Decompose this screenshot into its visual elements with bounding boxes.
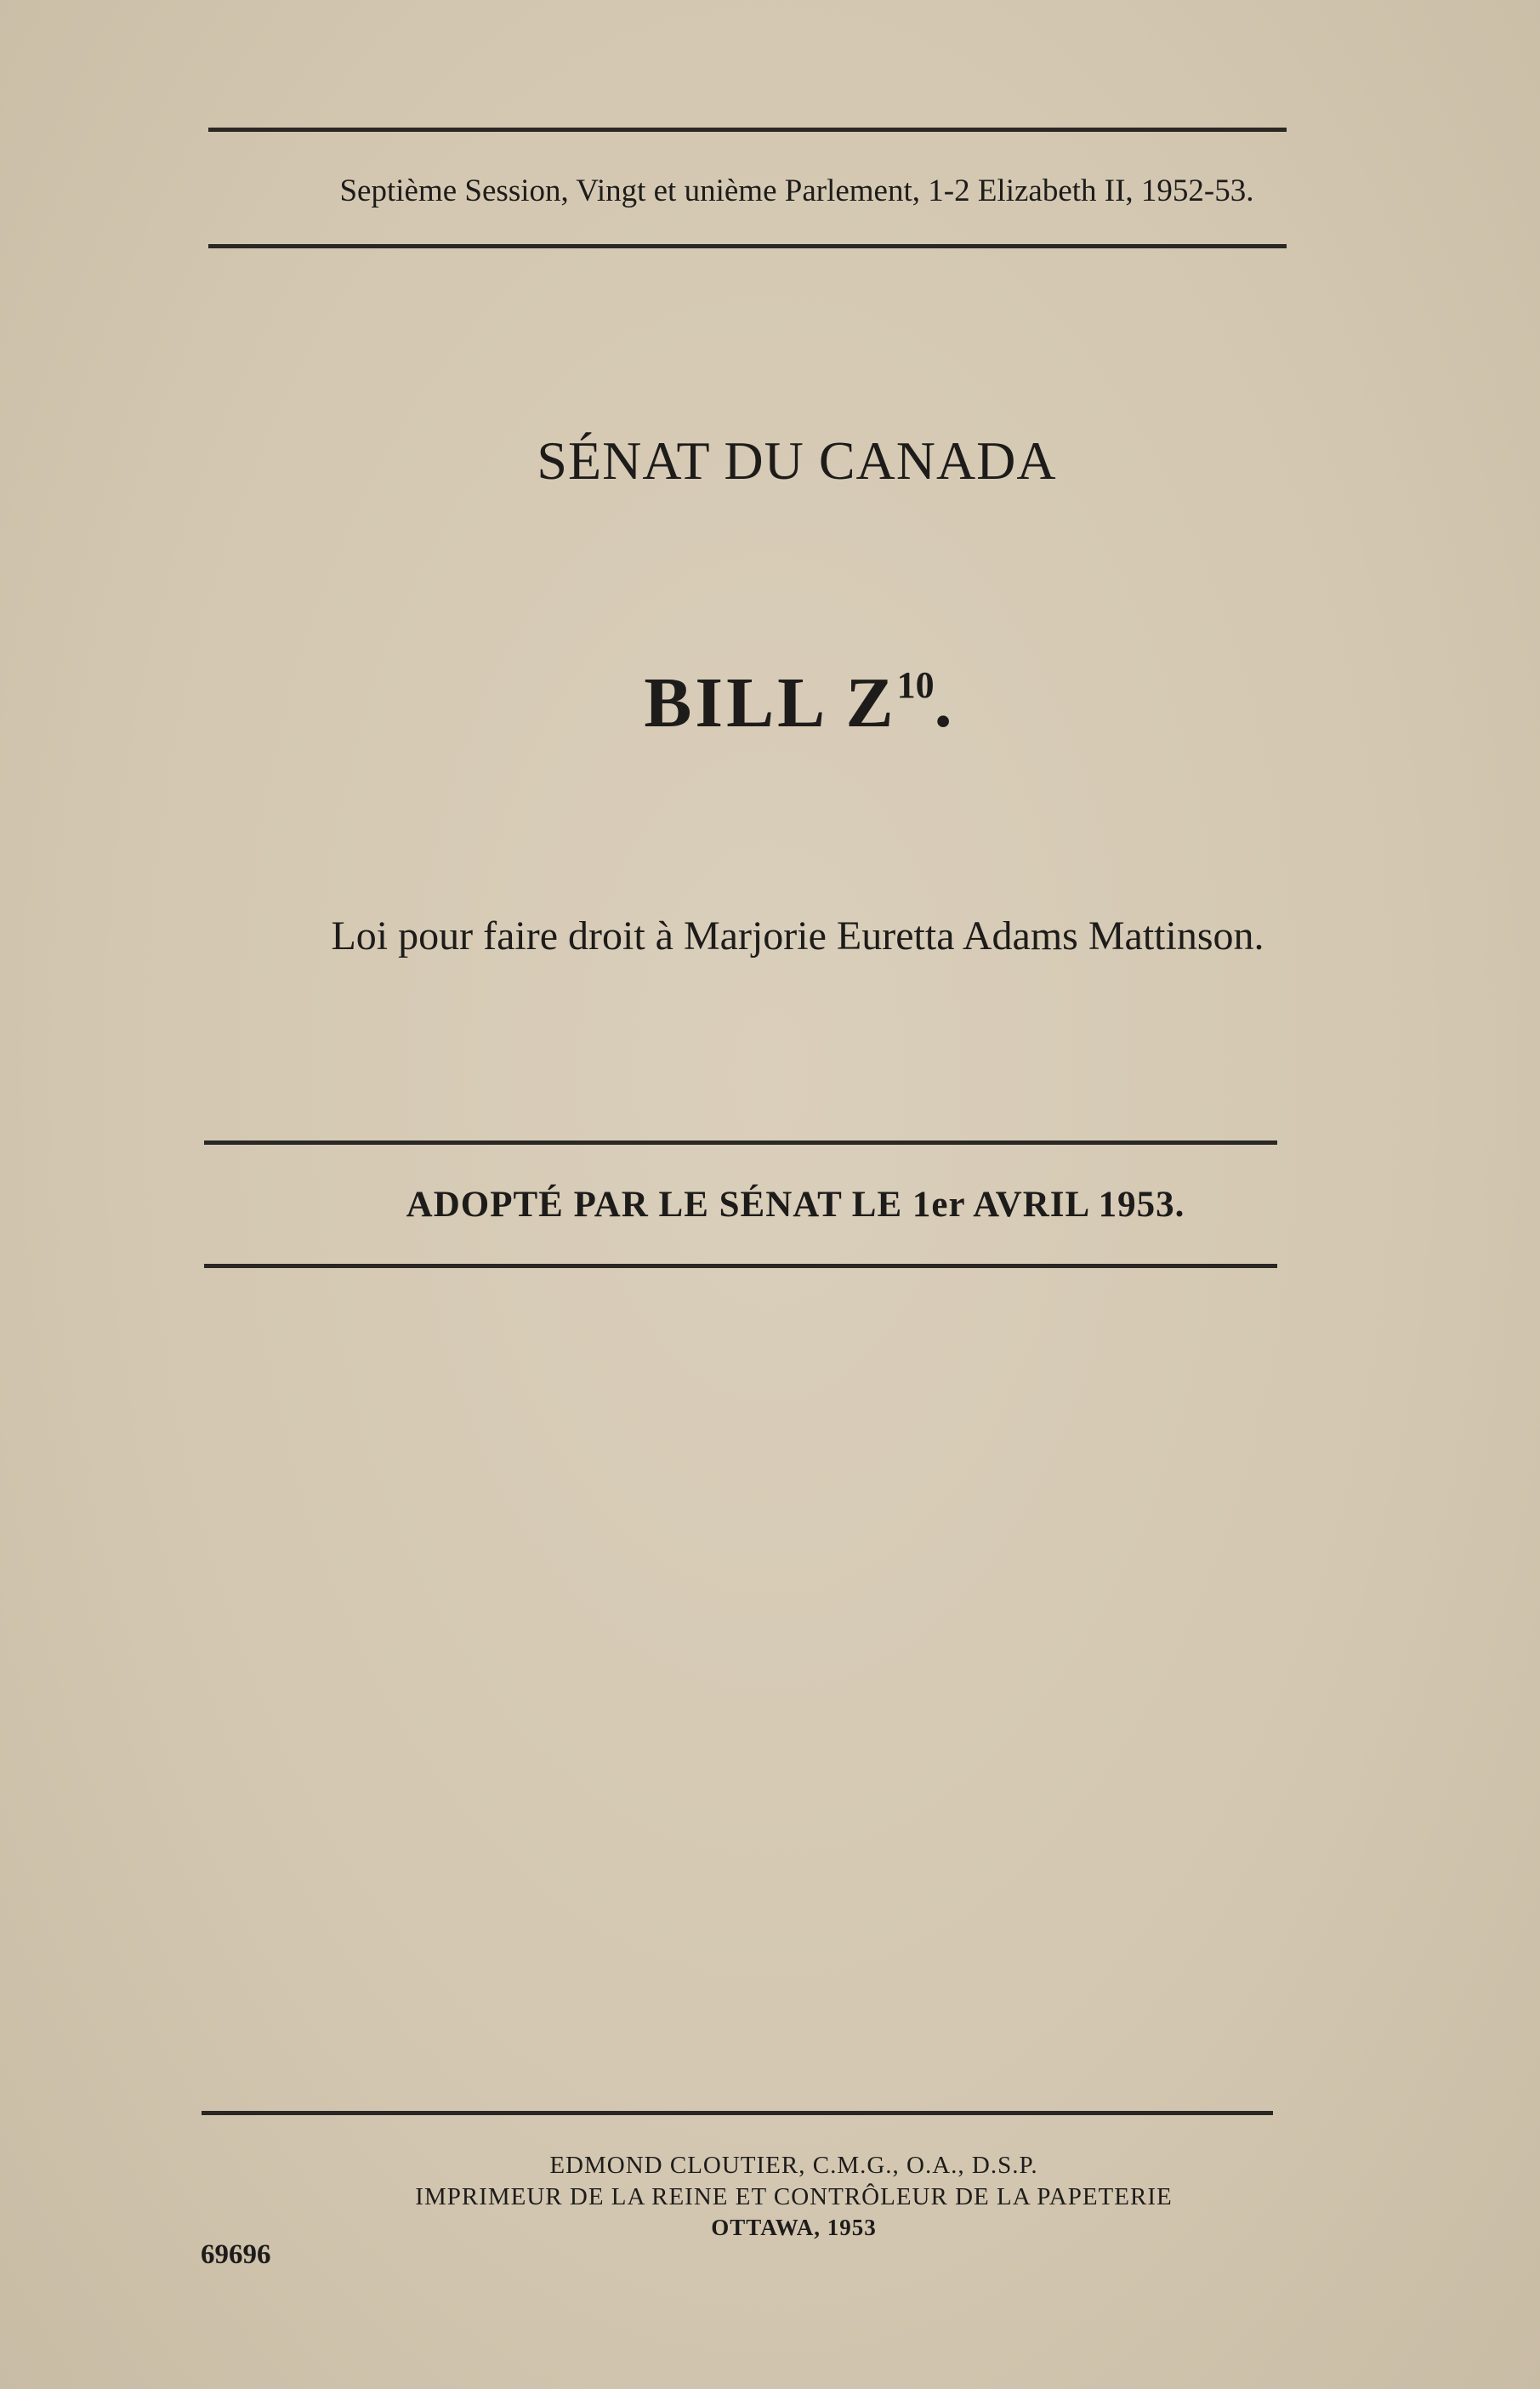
bill-subtitle: Loi pour faire droit à Marjorie Euretta Adams Mattinson. <box>331 913 1264 958</box>
printer-top-rule <box>202 2111 1273 2115</box>
bill-period: . <box>934 663 956 742</box>
adoption-statement: ADOPTÉ PAR LE SÉNAT LE 1er AVRIL 1953. <box>406 1185 1185 1225</box>
document-number: 69696 <box>201 2239 271 2270</box>
session-line: Septième Session, Vingt et unième Parlement, 1-2 Elizabeth II, 1952-53. <box>339 173 1254 208</box>
printer-title: IMPRIMEUR DE LA REINE ET CONTRÔLEUR DE LA PAPETERIE <box>415 2183 1173 2210</box>
bill-superscript: 10 <box>896 664 935 706</box>
printer-city-year: OTTAWA, 1953 <box>711 2215 877 2240</box>
session-bottom-rule <box>208 244 1287 248</box>
senate-title: SÉNAT DU CANADA <box>537 430 1057 491</box>
adoption-bottom-rule <box>204 1264 1277 1268</box>
bill-title <box>0 662 1540 744</box>
printer-name: EDMOND CLOUTIER, C.M.G., O.A., D.S.P. <box>549 2152 1038 2179</box>
top-rule <box>208 128 1287 132</box>
bill-name: BILL Z <box>644 663 897 742</box>
adoption-top-rule <box>204 1140 1277 1145</box>
